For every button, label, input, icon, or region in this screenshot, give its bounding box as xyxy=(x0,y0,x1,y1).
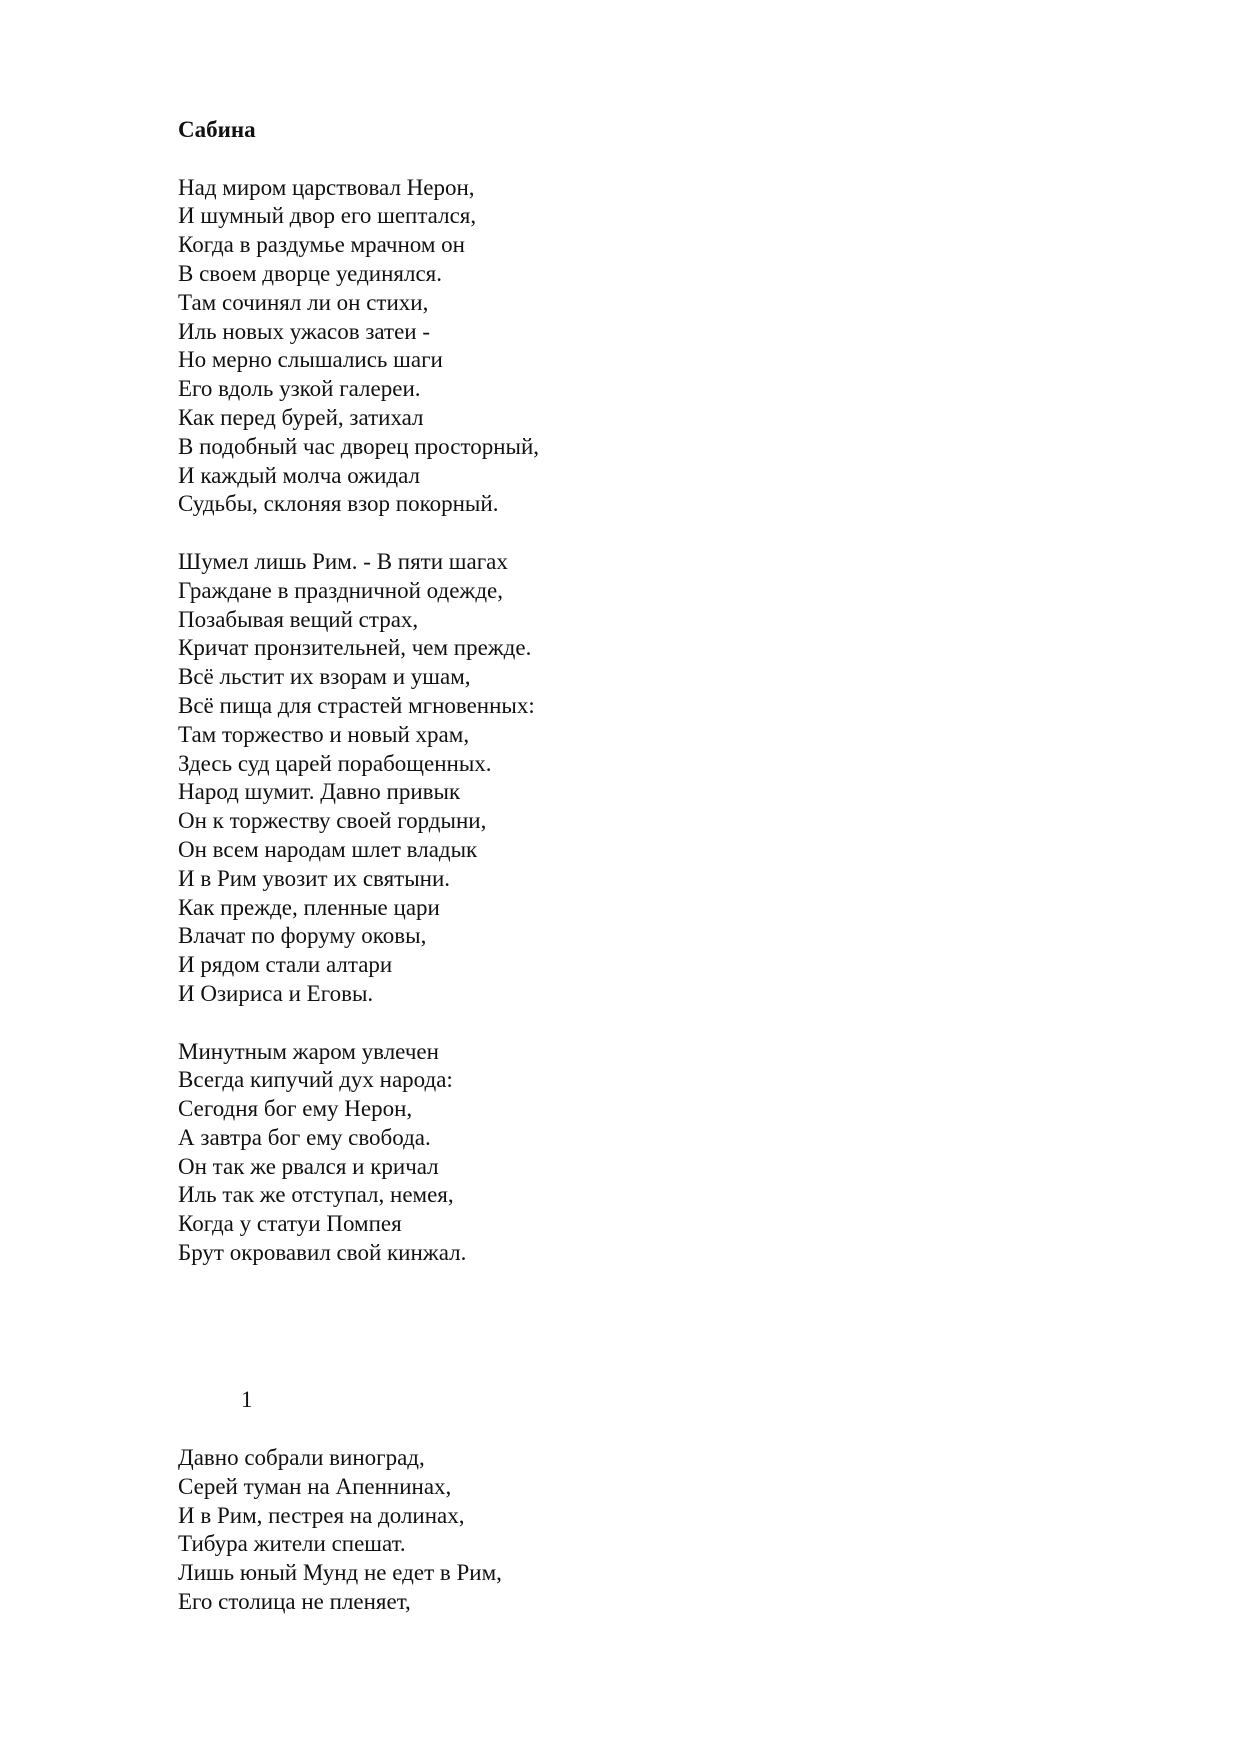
poem-line: Лишь юный Мунд не едет в Рим, xyxy=(178,1560,502,1586)
stanza xyxy=(178,548,1078,1009)
poem-line: Сегодня бог ему Нерон, xyxy=(178,1096,413,1122)
poem-line: Кричат пронзительней, чем прежде. xyxy=(178,635,532,661)
stanza xyxy=(178,1038,1078,1268)
poem-line: И в Рим увозит их святыни. xyxy=(178,865,451,891)
stanzas-container xyxy=(178,174,1078,1268)
poem-line: Влачат по форуму оковы, xyxy=(178,923,427,949)
part-number: 1 xyxy=(241,1387,253,1412)
poem-line: Там сочинял ли он стихи, xyxy=(178,289,429,315)
poem-line: Всё льстит их взорам и ушам, xyxy=(178,664,471,690)
poem-line: В своем дворце уединялся. xyxy=(178,260,442,286)
poem-line: Над миром царствовал Нерон, xyxy=(178,174,475,200)
poem-line: Он всем народам шлет владык xyxy=(178,836,478,862)
poem-line: Брут окровавил свой кинжал. xyxy=(178,1240,467,1266)
poem-line: Как прежде, пленные цари xyxy=(178,894,440,920)
poem-line: Он так же рвался и кричал xyxy=(178,1153,439,1179)
poem-line: Народ шумит. Давно привык xyxy=(178,779,461,805)
poem-line: В подобный час дворец просторный, xyxy=(178,433,540,459)
poem-line: Тибура жители спешат. xyxy=(178,1531,406,1557)
poem-line: Там торжество и новый храм, xyxy=(178,721,470,747)
poem-line: И Озириса и Еговы. xyxy=(178,980,374,1006)
part1-stanza xyxy=(178,1444,1078,1617)
poem-line: Шумел лишь Рим. - В пяти шагах xyxy=(178,548,508,574)
poem-line: Иль новых ужасов затеи - xyxy=(178,318,430,344)
poem-line: Здесь суд царей порабощенных. xyxy=(178,750,492,776)
poem-line: И шумный двор его шептался, xyxy=(178,203,477,229)
poem-line: И рядом стали алтари xyxy=(178,952,393,978)
poem-line: Всё пища для страстей мгновенных: xyxy=(178,692,535,718)
poem-line: И каждый молча ожидал xyxy=(178,462,420,488)
poem-line: Граждане в праздничной одежде, xyxy=(178,577,503,603)
poem-line: Его вдоль узкой галереи. xyxy=(178,376,421,402)
poem-line: Всегда кипучий дух народа: xyxy=(178,1067,453,1093)
stanza xyxy=(178,174,1078,520)
poem-line: Минутным жаром увлечен xyxy=(178,1038,439,1064)
poem-line: Иль так же отступал, немея, xyxy=(178,1182,454,1208)
poem-line: Как перед бурей, затихал xyxy=(178,404,424,430)
poem-title: Сабина xyxy=(178,117,256,142)
poem-line: Когда в раздумье мрачном он xyxy=(178,232,465,258)
poem-line: Позабывая вещий страх, xyxy=(178,606,419,632)
poem-line: А завтра бог ему свобода. xyxy=(178,1124,431,1150)
poem-line: Его столица не пленяет, xyxy=(178,1588,411,1614)
poem-line: Серей туман на Апеннинах, xyxy=(178,1473,452,1499)
poem-line: Он к торжеству своей гордыни, xyxy=(178,808,487,834)
poem-line: И в Рим, пестрея на долинах, xyxy=(178,1502,465,1528)
poem-line: Когда у статуи Помпея xyxy=(178,1211,402,1237)
poem-body xyxy=(178,116,1078,1268)
poem-line: Судьбы, склоняя взор покорный. xyxy=(178,491,499,517)
poem-line: Давно собрали виноград, xyxy=(178,1445,425,1470)
poem-line: Но мерно слышались шаги xyxy=(178,347,443,373)
